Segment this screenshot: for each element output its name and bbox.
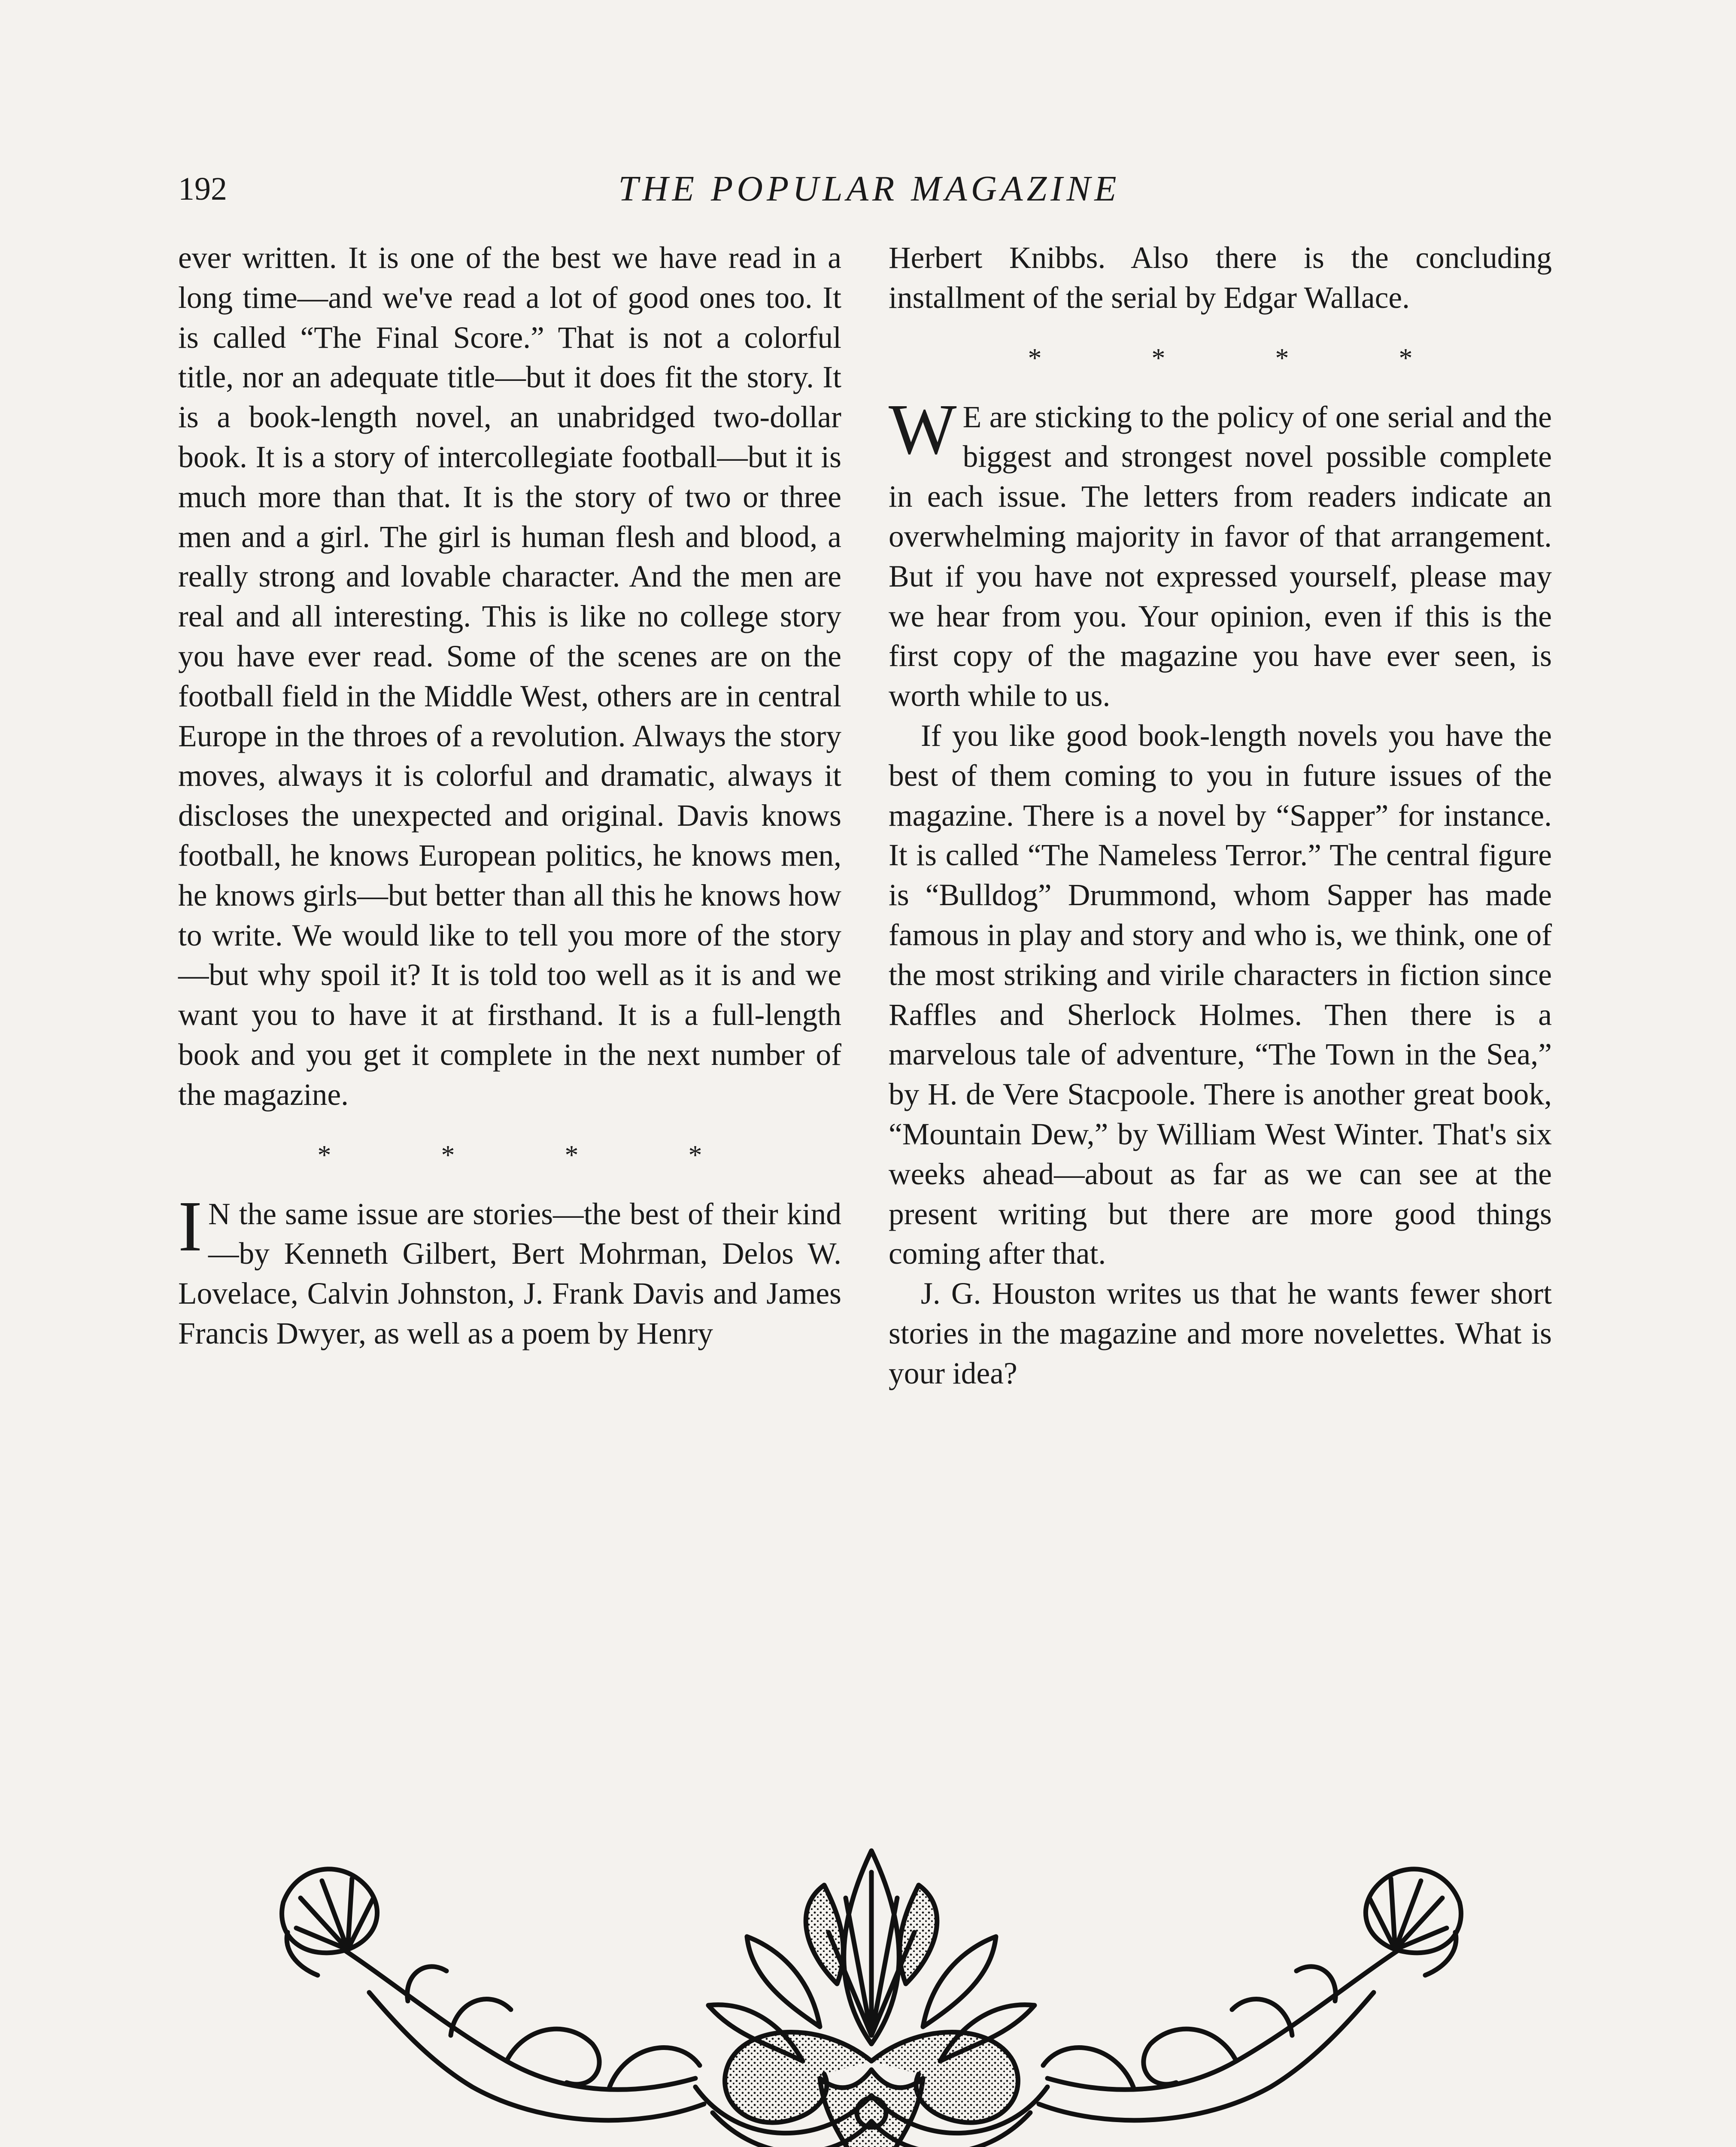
- paragraph: If you like good book-length novels you have the best of them coming to you in future issues of the magazine. There is a novel by “Sapper” for instance. It is called “The Nameless Terror.” The central figure is “Bulldog” Drummond, whom Sapper has made famous in play and story and who is, we think, one of the most striking and virile characters in fiction since Raffles and Sherlock Holmes. Then there is a marvelous tale of adventure, “The Town in the Sea,” by H. de Vere Stacpoole. There is another great book, “Mountain Dew,” by William West Winter. That's six weeks ahead—about as far as we can see at the present writing but there are more good things coming after that.: [889, 718, 1552, 1271]
- running-title: THE POPULAR MAGAZINE: [618, 169, 1120, 209]
- paragraph-text: N the same issue are stories—the best of their kind—by Kenneth Gilbert, Bert Mohrman, Delos W. Lovelace, Calvin Johnston, J. Frank Davis and James Francis Dwyer, as well as a poem by Henry: [178, 1197, 841, 1350]
- paragraph-text: E are sticking to the policy of one serial and the biggest and strongest novel possible complete in each issue. The letters from readers indicate an overwhelming majority in favor of that arrangement. But if you have not expressed yourself, please may we hear from you. Your opinion, even if this is the first copy of the magazine you have ever seen, is worth while to us.: [889, 400, 1552, 713]
- paragraph: J. G. Houston writes us that he wants fewer short stories in the magazine and more novelettes. What is your idea?: [889, 1277, 1552, 1390]
- page-header: [178, 165, 1560, 213]
- paragraph-with-dropcap: [889, 389, 1552, 716]
- paragraph-with-dropcap: [178, 1186, 841, 1354]
- floral-scroll-ornament-icon: [266, 1821, 1477, 2147]
- drop-cap: W: [889, 389, 957, 469]
- drop-cap: I: [178, 1186, 202, 1266]
- page-number: 192: [178, 171, 227, 207]
- right-column: [889, 238, 1552, 1394]
- paragraph: ever written. It is one of the best we have read in a long time—and we've read a lot of good ones too. It is called “The Final Score.” That is not a colorful title, nor an adequate title—but it does fit the story. It is a book-length novel, an unabridged two-dollar book. It is a story of intercollegiate football—but it is much more than that. It is the story of two or three men and a girl. The girl is human flesh and blood, a really strong and lovable character. And the men are real and all interesting. This is like no college story you have ever read. Some of the scenes are on the football field in the Middle West, others are in central Europe in the throes of a revolution. Always the story moves, always it is colorful and dramatic, always it discloses the unexpected and original. Davis knows football, he knows European politics, he knows men, he knows girls—but better than all this he knows how to write. We would like to tell you more of the story—but why spoil it? It is told too well as it is and we want you to have it at firsthand. It is a full-length book and you get it complete in the next number of the magazine.: [178, 241, 841, 1112]
- section-divider: * * * *: [317, 1139, 754, 1170]
- left-column: [178, 238, 841, 1354]
- paragraph: Herbert Knibbs. Also there is the concluding installment of the serial by Edgar Wallace.: [889, 241, 1552, 315]
- section-divider: * * * *: [1028, 342, 1464, 373]
